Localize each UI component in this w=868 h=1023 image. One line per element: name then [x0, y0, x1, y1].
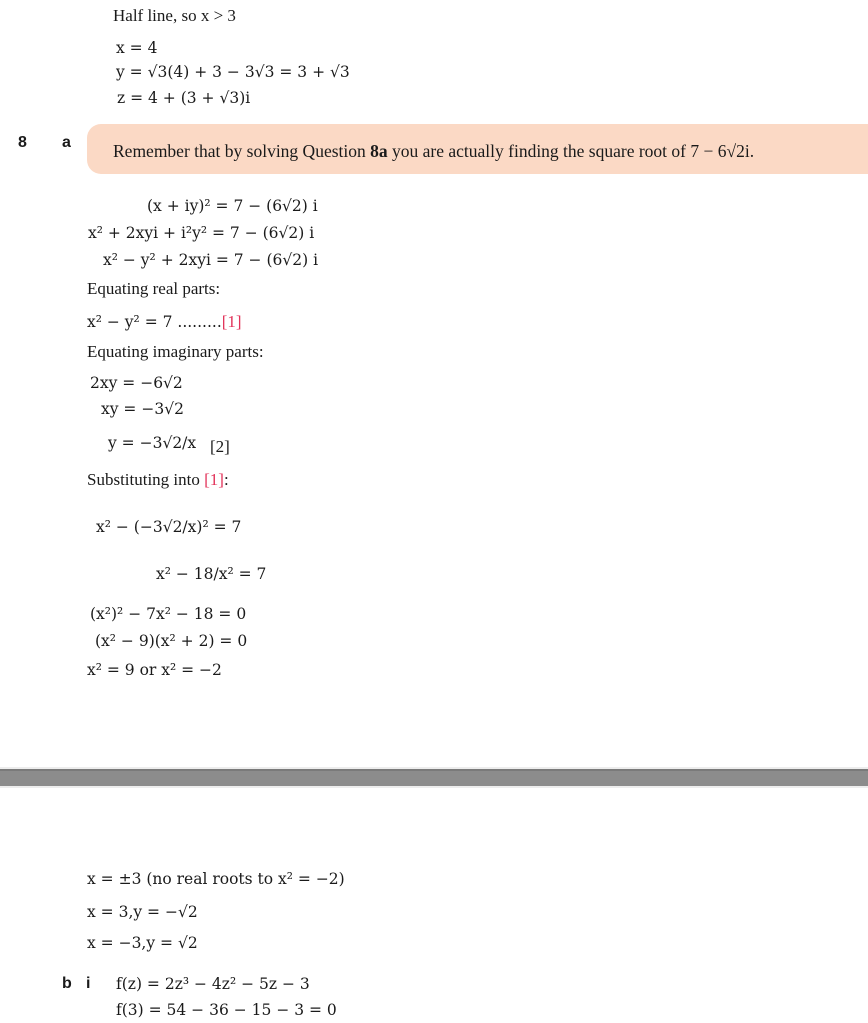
z-equals-line: z = 4 + (3 + √3)i — [117, 89, 251, 107]
solution-1: x = 3,y = −√2 — [87, 903, 198, 921]
part-b-sub-label: i — [86, 975, 91, 992]
equating-imaginary-label: Equating imaginary parts: — [87, 342, 264, 361]
substitution-step-5: x² = 9 or x² = −2 — [87, 661, 222, 679]
reference-2: [2] — [210, 437, 230, 456]
substitution-step-3: (x²)² − 7x² − 18 = 0 — [90, 605, 247, 623]
question-number: 8 — [18, 134, 27, 151]
substituting-label — [87, 470, 229, 490]
substituting-colon: : — [223, 470, 229, 489]
substitution-step-2: x² − 18/x² = 7 — [156, 565, 267, 583]
reference-1: [1] — [221, 312, 242, 331]
equation-1: (x + iy)² = 7 − (6√2) i — [147, 197, 318, 215]
part-b-label: b — [62, 975, 72, 992]
substitution-step-4: (x² − 9)(x² + 2) = 0 — [95, 632, 248, 650]
solution-2: x = −3,y = √2 — [87, 934, 198, 952]
substitution-step-1: x² − (−3√2/x)² = 7 — [96, 518, 242, 536]
equation-2: x² + 2xyi + i²y² = 7 − (6√2) i — [88, 224, 315, 242]
equating-real-label: Equating real parts: — [87, 279, 221, 298]
real-part-equation — [87, 312, 242, 332]
hint-text — [113, 141, 754, 162]
hint-callout — [87, 124, 868, 174]
question-part-label: a — [62, 134, 71, 151]
page-break-separator — [0, 769, 868, 786]
substituting-reference: [1] — [204, 470, 224, 489]
hint-text-before: Remember that by solving Question — [113, 141, 371, 161]
function-evaluation: f(3) = 54 − 36 − 15 − 3 = 0 — [116, 1001, 337, 1019]
hint-question-ref: 8a — [370, 141, 388, 161]
imaginary-equation-3: y = −3√2/x — [108, 434, 197, 452]
y-equals-line: y = √3(4) + 3 − 3√3 = 3 + √3 — [116, 63, 350, 81]
function-definition: f(z) = 2z³ − 4z² − 5z − 3 — [116, 975, 310, 993]
roots-line: x = ±3 (no real roots to x² = −2) — [87, 870, 345, 888]
equation-3: x² − y² + 2xyi = 7 − (6√2) i — [103, 251, 319, 269]
imaginary-equation-1: 2xy = −6√2 — [90, 374, 183, 392]
page-break-shadow-bottom — [0, 786, 868, 788]
substituting-text: Substituting into — [87, 470, 205, 489]
imaginary-equation-2: xy = −3√2 — [101, 400, 184, 418]
half-line-text: Half line, so x > 3 — [113, 6, 236, 25]
hint-text-after: you are actually finding the square root of 7 − 6√2i. — [387, 141, 755, 161]
x-equals-line: x = 4 — [116, 39, 158, 57]
real-part-equation-text: x² − y² = 7 ......... — [87, 313, 222, 331]
